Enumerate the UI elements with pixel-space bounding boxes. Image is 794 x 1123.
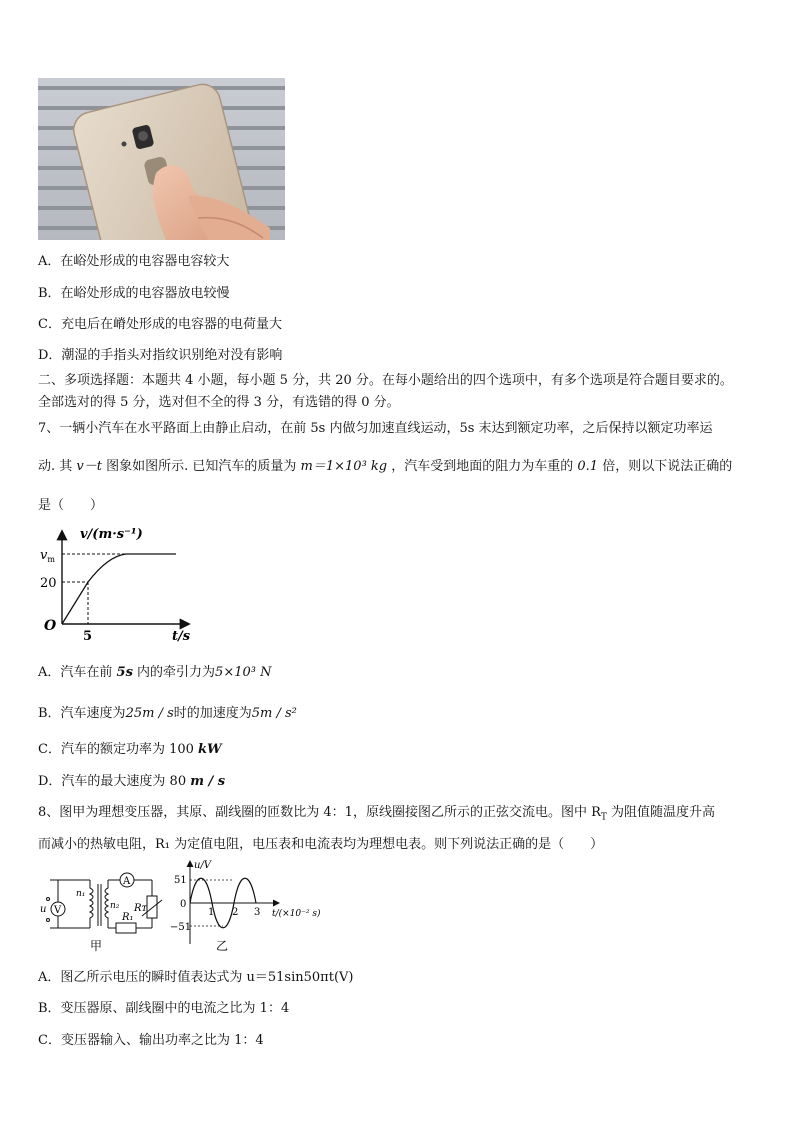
option-q7-c xyxy=(38,738,222,757)
section-header-line2: 全部选对的得 5 分，选对但不全的得 3 分，有选错的得 0 分。 xyxy=(38,395,400,410)
option-q8-c: C．变压器输入、输出功率之比为 1：4 xyxy=(38,1033,264,1048)
q7-b-text: B．汽车速度为 xyxy=(38,706,126,721)
q7-text-2c: ，汽车受到地面的阻力为车重的 xyxy=(391,459,574,474)
q8-stem-line1 xyxy=(38,801,715,823)
q8-ymin-label: −51 xyxy=(170,922,192,933)
option-q7-d xyxy=(38,770,225,789)
q7-c-unit: kW xyxy=(198,742,222,757)
q8-text-1-end: 为阻值随温度升高 xyxy=(606,805,716,820)
option-q6-a: A．在峪处形成的电容器电容较大 xyxy=(38,254,230,269)
q7-a-bold: 5s xyxy=(116,665,133,680)
q8-ymax-label: 51 xyxy=(174,875,187,886)
option-q6-c: C．充电后在嵴处形成的电容器的电荷量大 xyxy=(38,317,282,332)
q7-b-math1: 25m / s xyxy=(125,706,174,721)
q7-vt-graph xyxy=(38,524,198,646)
q7-b-mid: 时的加速度为 xyxy=(173,706,252,721)
option-q6-d: D．潮湿的手指头对指纹识别绝对没有影响 xyxy=(38,348,283,363)
q7-a-text: A．汽车在前 xyxy=(38,665,117,680)
q7-d-text: D．汽车的最大速度为 80 xyxy=(38,774,191,789)
q8-n2-label: n₂ xyxy=(110,901,120,911)
q7-vt-curve xyxy=(62,554,176,624)
q7-c-text: C．汽车的额定功率为 100 xyxy=(38,742,199,757)
q7-graph-xlabel: t/s xyxy=(172,629,191,644)
q7-ratio: 0.1 xyxy=(577,459,599,474)
option-q6-b: B．在峪处形成的电容器放电较慢 xyxy=(38,286,230,301)
q8-t1-label: 1 xyxy=(208,907,215,918)
q7-text-2b: 图象如图所示. 已知汽车的质量为 xyxy=(106,459,297,474)
q8-caption-yi: 乙 xyxy=(216,939,229,953)
q7-origin-label: O xyxy=(44,618,57,634)
q7-graph-ylabel: v/(m·s⁻¹) xyxy=(80,527,143,542)
q8-caption-jia: 甲 xyxy=(90,939,103,953)
q7-x5-label: 5 xyxy=(83,629,93,644)
q8-text-1: 8、图甲为理想变压器，其原、副线圈的匝数比为 4：1，原线圈接图乙所示的正弦交流电。图中 R xyxy=(38,805,601,820)
q8-rt-sub: T xyxy=(600,812,607,823)
q7-a-mid: 内的牵引力为 xyxy=(132,665,216,680)
section-header-line1: 二、多项选择题：本题共 4 小题，每小题 5 分，共 20 分。在每小题给出的四个选项中，有多个选项是符合题目要求的。 xyxy=(38,373,733,388)
option-q8-b: B．变压器原、副线圈中的电流之比为 1：4 xyxy=(38,1001,290,1016)
q7-text-2d: 倍，则以下说法正确的 xyxy=(602,459,733,474)
q8-rt-label: Rᴛ xyxy=(134,903,148,914)
q7-stem-line3: 是（ ） xyxy=(38,498,104,513)
q7-vt-symbol: v－t xyxy=(76,459,102,474)
q8-r1-label: R₁ xyxy=(122,912,134,923)
q7-vm-label: $v_m$ xyxy=(40,548,55,564)
q8-zero-label: 0 xyxy=(180,899,187,910)
q8-voltage-graph xyxy=(170,858,330,954)
q8-graph-ylabel: u/V xyxy=(194,860,212,871)
q7-y20-label: 20 xyxy=(40,576,57,591)
q7-a-math: 5×10³ N xyxy=(215,665,272,680)
option-q7-b xyxy=(38,702,297,721)
q7-mass-expression: m＝1×10³ kg xyxy=(300,459,388,474)
q7-b-math2: 5m / s² xyxy=(251,706,297,721)
q8-t2-label: 2 xyxy=(232,907,239,918)
q7-text-2a: 动. 其 xyxy=(38,459,73,474)
voltmeter-symbol: V xyxy=(54,905,62,916)
q8-circuit-figure xyxy=(38,866,168,954)
q8-n1-label: n₁ xyxy=(76,889,86,899)
q8-graph-xlabel: t/(×10⁻² s) xyxy=(272,909,321,919)
q8-t3-label: 3 xyxy=(254,907,261,918)
q8-u-label: u xyxy=(40,904,47,915)
option-q7-a xyxy=(38,661,271,680)
q7-d-unit: m / s xyxy=(190,774,226,789)
ammeter-symbol: A xyxy=(123,876,131,887)
q7-stem-line2 xyxy=(38,455,732,474)
option-q8-a: A．图乙所示电压的瞬时值表达式为 u＝51sin50πt(V) xyxy=(38,970,354,985)
q7-stem-line1: 7、一辆小汽车在水平路面上由静止启动，在前 5s 内做匀加速直线运动，5s 末达到额定功率，之后保持以额定功率运 xyxy=(38,421,713,436)
q8-stem-line2: 而减小的热敏电阻，R₁ 为定值电阻，电压表和电流表均为理想电表。则下列说法正确的是（ ） xyxy=(38,837,604,852)
fingerprint-photo xyxy=(38,78,285,240)
